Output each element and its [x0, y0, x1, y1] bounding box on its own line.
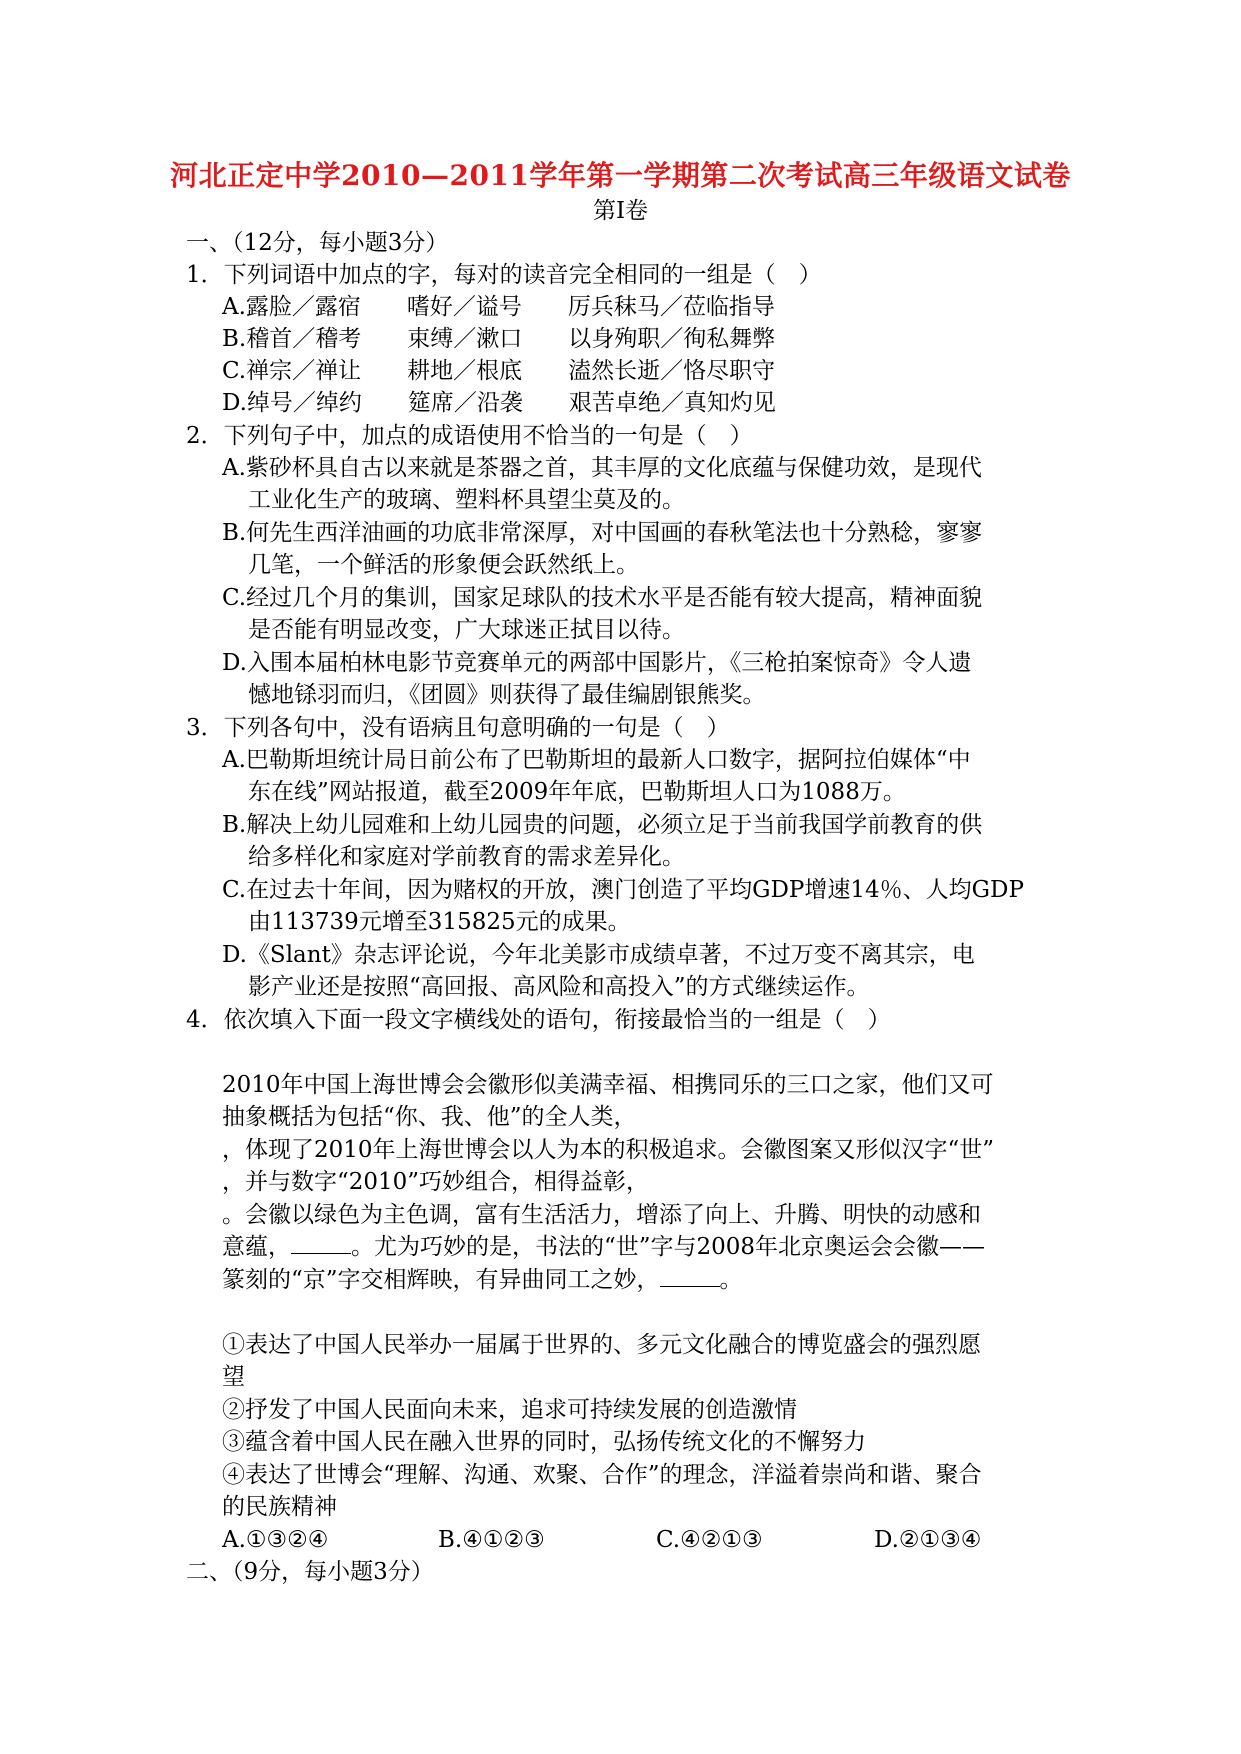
question-stem: 2．下列句子中，加点的成语使用不恰当的一句是（ ） — [186, 423, 753, 449]
option-b: B.何先生西洋油画的功底非常深厚，对中国画的春秋笔法也十分熟稔，寥寥 — [222, 520, 983, 546]
passage-line: 抽象概括为包括“你、我、他”的全人类， — [222, 1104, 637, 1130]
option-b: B.④①②③ — [438, 1527, 545, 1553]
choice-item-continued: 望 — [222, 1364, 245, 1390]
option-c-continued: 是否能有明显改变，广大球迷正拭目以待。 — [248, 617, 685, 643]
passage-text: 篆刻的“京”字交相辉映，有异曲同工之妙， — [222, 1267, 660, 1293]
passage-line: 。会徽以绿色为主色调，富有生活活力，增添了向上、升腾、明快的动感和 — [222, 1202, 981, 1228]
option-d: D.绰号／绰约 筵席／沿袭 艰苦卓绝／真知灼见 — [222, 390, 776, 416]
option-c-continued: 由113739元增至315825元的成果。 — [248, 909, 631, 935]
choice-item: ②抒发了中国人民面向未来，追求可持续发展的创造激情 — [222, 1397, 797, 1423]
option-a: A.①③②④ — [222, 1527, 329, 1553]
option-c: C.在过去十年间，因为赌权的开放，澳门创造了平均GDP增速14％、人均GDP — [222, 877, 1024, 903]
option-d: D.《Slant》杂志评论说，今年北美影市成绩卓著，不过万变不离其宗，电 — [222, 942, 975, 968]
option-a: A.巴勒斯坦统计局日前公布了巴勒斯坦的最新人口数字，据阿拉伯媒体“中 — [222, 747, 971, 773]
option-a: A.紫砂杯具自古以来就是茶器之首，其丰厚的文化底蕴与保健功效，是现代 — [222, 455, 982, 481]
option-d-continued: 影产业还是按照“高回报、高风险和高投入”的方式继续运作。 — [248, 974, 870, 1000]
option-c: C.④②①③ — [656, 1527, 763, 1553]
passage-text: 意蕴， — [222, 1234, 291, 1260]
option-b: B.解决上幼儿园难和上幼儿园贵的问题，必须立足于当前我国学前教育的供 — [222, 812, 983, 838]
passage-text: 。 — [719, 1267, 743, 1293]
passage-line: ，体现了2010年上海世博会以人为本的积极追求。会徽图案又形似汉字“世” — [222, 1137, 995, 1163]
choice-item-continued: 的民族精神 — [222, 1494, 337, 1520]
option-d-continued: 憾地铩羽而归，《团圆》则获得了最佳编剧银熊奖。 — [248, 682, 766, 708]
option-b: B.稽首／稽考 束缚／漱口 以身殉职／徇私舞弊 — [222, 326, 776, 352]
option-a-continued: 东在线”网站报道，截至2009年年底，巴勒斯坦人口为1088万。 — [248, 779, 906, 805]
option-c: C.禅宗／禅让 耕地／根底 溘然长逝／恪尽职守 — [222, 358, 776, 384]
option-d: D.入围本届柏林电影节竞赛单元的两部中国影片，《三枪拍案惊奇》令人遗 — [222, 650, 972, 676]
exam-title: 河北正定中学2010—2011学年第一学期第二次考试高三年级语文试卷 — [170, 159, 1071, 192]
choice-item: ④表达了世博会“理解、沟通、欢聚、合作”的理念，洋溢着崇尚和谐、聚合 — [222, 1462, 982, 1488]
volume-label: 第Ⅰ卷 — [592, 198, 649, 224]
option-a: A.露脸／露宿 嗜好／谥号 厉兵秣马／莅临指导 — [222, 294, 775, 320]
question-stem: 4．依次填入下面一段文字横线处的语句，衔接最恰当的一组是（ ） — [186, 1007, 891, 1033]
choice-item: ①表达了中国人民举办一届属于世界的、多元文化融合的博览盛会的强烈愿 — [222, 1332, 981, 1358]
passage-line — [222, 1232, 985, 1262]
passage-line — [222, 1265, 743, 1295]
choice-item: ③蕴含着中国人民在融入世界的同时，弘扬传统文化的不懈努力 — [222, 1429, 866, 1455]
passage-line: ，并与数字“2010”巧妙组合，相得益彰， — [222, 1169, 650, 1195]
fill-blank — [660, 1266, 720, 1287]
passage-line: 2010年中国上海世博会会徽形似美满幸福、相携同乐的三口之家，他们又可 — [222, 1072, 994, 1098]
question-stem: 1．下列词语中加点的字，每对的读音完全相同的一组是（ ） — [186, 262, 822, 288]
question-stem: 3．下列各句中，没有语病且句意明确的一句是（ ） — [186, 715, 730, 741]
option-a-continued: 工业化生产的玻璃、塑料杯具望尘莫及的。 — [248, 487, 685, 513]
fill-blank — [291, 1233, 351, 1254]
option-c: C.经过几个月的集训，国家足球队的技术水平是否能有较大提高，精神面貌 — [222, 585, 983, 611]
section-heading: 二、（9分，每小题3分） — [186, 1559, 434, 1585]
passage-text: 。尤为巧妙的是，书法的“世”字与2008年北京奥运会会徽—— — [351, 1234, 986, 1260]
option-b-continued: 几笔，一个鲜活的形象便会跃然纸上。 — [248, 552, 639, 578]
option-b-continued: 给多样化和家庭对学前教育的需求差异化。 — [248, 844, 685, 870]
section-heading: 一、（12分，每小题3分） — [186, 230, 449, 256]
option-d: D.②①③④ — [874, 1527, 982, 1553]
